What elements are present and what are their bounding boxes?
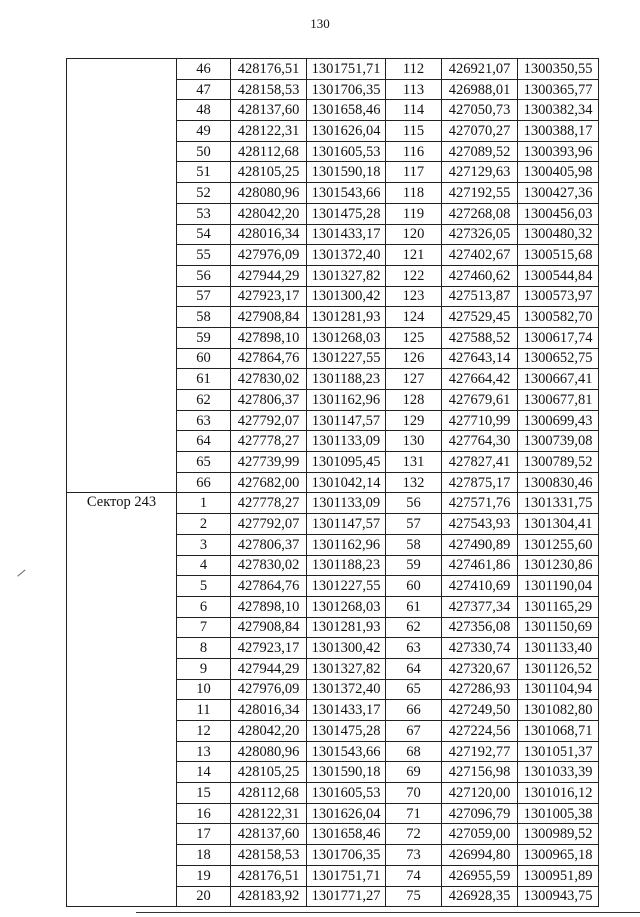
y-coordinate: 1301543,66: [307, 741, 386, 762]
x-coordinate: 427643,14: [442, 348, 518, 369]
sector-cell: Сектор 243: [67, 493, 177, 907]
x-coordinate: 427461,86: [442, 555, 518, 576]
point-number: 69: [386, 762, 442, 783]
x-coordinate: 427908,84: [231, 307, 307, 328]
x-coordinate: 427377,34: [442, 596, 518, 617]
y-coordinate: 1301433,17: [307, 224, 386, 245]
x-coordinate: 427864,76: [231, 576, 307, 597]
y-coordinate: 1301300,42: [307, 638, 386, 659]
point-number: 114: [386, 100, 442, 121]
point-number: 51: [177, 162, 231, 183]
y-coordinate: 1300652,75: [518, 348, 599, 369]
point-number: 73: [386, 845, 442, 866]
y-coordinate: 1301626,04: [307, 121, 386, 142]
y-coordinate: 1301433,17: [307, 700, 386, 721]
point-number: 5: [177, 576, 231, 597]
point-number: 72: [386, 824, 442, 845]
point-number: 66: [177, 472, 231, 493]
x-coordinate: 427224,56: [442, 721, 518, 742]
y-coordinate: 1301771,27: [307, 886, 386, 907]
x-coordinate: 427129,63: [442, 162, 518, 183]
x-coordinate: 427120,00: [442, 783, 518, 804]
point-number: 74: [386, 865, 442, 886]
x-coordinate: 427778,27: [231, 493, 307, 514]
x-coordinate: 427792,07: [231, 410, 307, 431]
point-number: 122: [386, 265, 442, 286]
y-coordinate: 1301227,55: [307, 576, 386, 597]
x-coordinate: 427096,79: [442, 803, 518, 824]
x-coordinate: 427192,55: [442, 183, 518, 204]
y-coordinate: 1301016,12: [518, 783, 599, 804]
y-coordinate: 1301281,93: [307, 307, 386, 328]
point-number: 13: [177, 741, 231, 762]
point-number: 17: [177, 824, 231, 845]
point-number: 112: [386, 59, 442, 80]
y-coordinate: 1301268,03: [307, 327, 386, 348]
y-coordinate: 1301372,40: [307, 245, 386, 266]
x-coordinate: 427944,29: [231, 265, 307, 286]
x-coordinate: 427710,99: [442, 410, 518, 431]
y-coordinate: 1301605,53: [307, 783, 386, 804]
y-coordinate: 1300989,52: [518, 824, 599, 845]
point-number: 48: [177, 100, 231, 121]
x-coordinate: 427908,84: [231, 617, 307, 638]
point-number: 59: [177, 327, 231, 348]
y-coordinate: 1300739,08: [518, 431, 599, 452]
y-coordinate: 1301255,60: [518, 534, 599, 555]
y-coordinate: 1301327,82: [307, 658, 386, 679]
y-coordinate: 1301475,28: [307, 203, 386, 224]
x-coordinate: 427830,02: [231, 369, 307, 390]
point-number: 131: [386, 452, 442, 473]
x-coordinate: 427286,93: [442, 679, 518, 700]
point-number: 64: [177, 431, 231, 452]
point-number: 127: [386, 369, 442, 390]
y-coordinate: 1301188,23: [307, 369, 386, 390]
point-number: 66: [386, 700, 442, 721]
x-coordinate: 426988,01: [442, 79, 518, 100]
y-coordinate: 1301605,53: [307, 141, 386, 162]
x-coordinate: 427050,73: [442, 100, 518, 121]
x-coordinate: 427778,27: [231, 431, 307, 452]
y-coordinate: 1300388,17: [518, 121, 599, 142]
x-coordinate: 427664,42: [442, 369, 518, 390]
y-coordinate: 1301051,37: [518, 741, 599, 762]
x-coordinate: 428016,34: [231, 224, 307, 245]
x-coordinate: 427571,76: [442, 493, 518, 514]
point-number: 113: [386, 79, 442, 100]
y-coordinate: 1301304,41: [518, 514, 599, 535]
x-coordinate: 427356,08: [442, 617, 518, 638]
point-number: 58: [177, 307, 231, 328]
point-number: 63: [177, 410, 231, 431]
point-number: 56: [177, 265, 231, 286]
y-coordinate: 1301751,71: [307, 59, 386, 80]
y-coordinate: 1301331,75: [518, 493, 599, 514]
x-coordinate: 428080,96: [231, 183, 307, 204]
x-coordinate: 427268,08: [442, 203, 518, 224]
x-coordinate: 428183,92: [231, 886, 307, 907]
point-number: 65: [177, 452, 231, 473]
y-coordinate: 1301268,03: [307, 596, 386, 617]
y-coordinate: 1301658,46: [307, 100, 386, 121]
point-number: 11: [177, 700, 231, 721]
x-coordinate: 427898,10: [231, 327, 307, 348]
x-coordinate: 428105,25: [231, 762, 307, 783]
y-coordinate: 1300951,89: [518, 865, 599, 886]
x-coordinate: 428080,96: [231, 741, 307, 762]
point-number: 121: [386, 245, 442, 266]
point-number: 19: [177, 865, 231, 886]
point-number: 50: [177, 141, 231, 162]
point-number: 12: [177, 721, 231, 742]
y-coordinate: 1300965,18: [518, 845, 599, 866]
x-coordinate: 426955,59: [442, 865, 518, 886]
x-coordinate: 427320,67: [442, 658, 518, 679]
point-number: 46: [177, 59, 231, 80]
y-coordinate: 1301126,52: [518, 658, 599, 679]
y-coordinate: 1300350,55: [518, 59, 599, 80]
point-number: 16: [177, 803, 231, 824]
point-number: 115: [386, 121, 442, 142]
coordinates-table: [66, 58, 599, 907]
y-coordinate: 1300699,43: [518, 410, 599, 431]
y-coordinate: 1301658,46: [307, 824, 386, 845]
y-coordinate: 1300456,03: [518, 203, 599, 224]
x-coordinate: 427089,52: [442, 141, 518, 162]
point-number: 20: [177, 886, 231, 907]
x-coordinate: 427806,37: [231, 534, 307, 555]
point-number: 59: [386, 555, 442, 576]
y-coordinate: 1301475,28: [307, 721, 386, 742]
y-coordinate: 1300582,70: [518, 307, 599, 328]
y-coordinate: 1301300,42: [307, 286, 386, 307]
y-coordinate: 1300943,75: [518, 886, 599, 907]
point-number: 119: [386, 203, 442, 224]
y-coordinate: 1301162,96: [307, 390, 386, 411]
x-coordinate: 427156,98: [442, 762, 518, 783]
x-coordinate: 428016,34: [231, 700, 307, 721]
point-number: 56: [386, 493, 442, 514]
y-coordinate: 1301190,04: [518, 576, 599, 597]
y-coordinate: 1301165,29: [518, 596, 599, 617]
point-number: 67: [386, 721, 442, 742]
page-number: 130: [310, 16, 330, 31]
x-coordinate: 428158,53: [231, 79, 307, 100]
point-number: 61: [177, 369, 231, 390]
point-number: 63: [386, 638, 442, 659]
table-row: [67, 493, 599, 514]
y-coordinate: 1301626,04: [307, 803, 386, 824]
point-number: 10: [177, 679, 231, 700]
y-coordinate: 1300515,68: [518, 245, 599, 266]
y-coordinate: 1301147,57: [307, 514, 386, 535]
x-coordinate: 427460,62: [442, 265, 518, 286]
x-coordinate: 427682,00: [231, 472, 307, 493]
x-coordinate: 427192,77: [442, 741, 518, 762]
x-coordinate: 427806,37: [231, 390, 307, 411]
x-coordinate: 428176,51: [231, 865, 307, 886]
y-coordinate: 1301327,82: [307, 265, 386, 286]
x-coordinate: 427864,76: [231, 348, 307, 369]
x-coordinate: 428176,51: [231, 59, 307, 80]
point-number: 64: [386, 658, 442, 679]
y-coordinate: 1300789,52: [518, 452, 599, 473]
x-coordinate: 426994,80: [442, 845, 518, 866]
y-coordinate: 1300427,36: [518, 183, 599, 204]
x-coordinate: 427059,00: [442, 824, 518, 845]
y-coordinate: 1300573,97: [518, 286, 599, 307]
point-number: 125: [386, 327, 442, 348]
point-number: 128: [386, 390, 442, 411]
x-coordinate: 428122,31: [231, 803, 307, 824]
point-number: 9: [177, 658, 231, 679]
point-number: 130: [386, 431, 442, 452]
x-coordinate: 427830,02: [231, 555, 307, 576]
x-coordinate: 427739,99: [231, 452, 307, 473]
x-coordinate: 427402,67: [442, 245, 518, 266]
point-number: 1: [177, 493, 231, 514]
x-coordinate: 427898,10: [231, 596, 307, 617]
y-coordinate: 1301590,18: [307, 762, 386, 783]
y-coordinate: 1300405,98: [518, 162, 599, 183]
x-coordinate: 427490,89: [442, 534, 518, 555]
y-coordinate: 1300617,74: [518, 327, 599, 348]
x-coordinate: 427679,61: [442, 390, 518, 411]
y-coordinate: 1301005,38: [518, 803, 599, 824]
x-coordinate: 427976,09: [231, 245, 307, 266]
y-coordinate: 1301133,09: [307, 493, 386, 514]
x-coordinate: 427764,30: [442, 431, 518, 452]
y-coordinate: 1301147,57: [307, 410, 386, 431]
x-coordinate: 427976,09: [231, 679, 307, 700]
point-number: 117: [386, 162, 442, 183]
point-number: 124: [386, 307, 442, 328]
y-coordinate: 1301188,23: [307, 555, 386, 576]
point-number: 60: [386, 576, 442, 597]
x-coordinate: 427792,07: [231, 514, 307, 535]
x-coordinate: 427588,52: [442, 327, 518, 348]
y-coordinate: 1301281,93: [307, 617, 386, 638]
y-coordinate: 1301095,45: [307, 452, 386, 473]
point-number: 62: [386, 617, 442, 638]
x-coordinate: 427827,41: [442, 452, 518, 473]
x-coordinate: 427326,05: [442, 224, 518, 245]
y-coordinate: 1301033,39: [518, 762, 599, 783]
point-number: 7: [177, 617, 231, 638]
point-number: 123: [386, 286, 442, 307]
x-coordinate: 428137,60: [231, 100, 307, 121]
x-coordinate: 426928,35: [442, 886, 518, 907]
point-number: 4: [177, 555, 231, 576]
point-number: 8: [177, 638, 231, 659]
point-number: 18: [177, 845, 231, 866]
y-coordinate: 1301042,14: [307, 472, 386, 493]
x-coordinate: 427410,69: [442, 576, 518, 597]
point-number: 57: [386, 514, 442, 535]
point-number: 129: [386, 410, 442, 431]
y-coordinate: 1300365,77: [518, 79, 599, 100]
point-number: 6: [177, 596, 231, 617]
point-number: 49: [177, 121, 231, 142]
point-number: 71: [386, 803, 442, 824]
x-coordinate: 428158,53: [231, 845, 307, 866]
point-number: 75: [386, 886, 442, 907]
x-coordinate: 428122,31: [231, 121, 307, 142]
y-coordinate: 1301133,40: [518, 638, 599, 659]
point-number: 54: [177, 224, 231, 245]
point-number: 132: [386, 472, 442, 493]
x-coordinate: 427944,29: [231, 658, 307, 679]
x-coordinate: 427249,50: [442, 700, 518, 721]
table-row: [67, 59, 599, 80]
y-coordinate: 1300393,96: [518, 141, 599, 162]
point-number: 62: [177, 390, 231, 411]
point-number: 116: [386, 141, 442, 162]
point-number: 55: [177, 245, 231, 266]
y-coordinate: 1301133,09: [307, 431, 386, 452]
point-number: 70: [386, 783, 442, 804]
point-number: 57: [177, 286, 231, 307]
y-coordinate: 1301162,96: [307, 534, 386, 555]
x-coordinate: 426921,07: [442, 59, 518, 80]
point-number: 126: [386, 348, 442, 369]
x-coordinate: 427923,17: [231, 286, 307, 307]
point-number: 118: [386, 183, 442, 204]
y-coordinate: 1301068,71: [518, 721, 599, 742]
point-number: 15: [177, 783, 231, 804]
point-number: 120: [386, 224, 442, 245]
point-number: 14: [177, 762, 231, 783]
y-coordinate: 1301227,55: [307, 348, 386, 369]
point-number: 3: [177, 534, 231, 555]
x-coordinate: 427543,93: [442, 514, 518, 535]
x-coordinate: 427330,74: [442, 638, 518, 659]
point-number: 2: [177, 514, 231, 535]
y-coordinate: 1301150,69: [518, 617, 599, 638]
y-coordinate: 1300382,34: [518, 100, 599, 121]
x-coordinate: 427513,87: [442, 286, 518, 307]
y-coordinate: 1301082,80: [518, 700, 599, 721]
y-coordinate: 1300544,84: [518, 265, 599, 286]
x-coordinate: 428112,68: [231, 141, 307, 162]
point-number: 65: [386, 679, 442, 700]
sector-cell: [67, 59, 177, 493]
x-coordinate: 428042,20: [231, 203, 307, 224]
point-number: 52: [177, 183, 231, 204]
y-coordinate: 1301751,71: [307, 865, 386, 886]
y-coordinate: 1301372,40: [307, 679, 386, 700]
y-coordinate: 1301104,94: [518, 679, 599, 700]
x-coordinate: 427070,27: [442, 121, 518, 142]
x-coordinate: 428042,20: [231, 721, 307, 742]
page-bottom-rule: [136, 912, 640, 913]
x-coordinate: 427923,17: [231, 638, 307, 659]
point-number: 58: [386, 534, 442, 555]
y-coordinate: 1300677,81: [518, 390, 599, 411]
x-coordinate: 428112,68: [231, 783, 307, 804]
y-coordinate: 1301706,35: [307, 79, 386, 100]
y-coordinate: 1300667,41: [518, 369, 599, 390]
x-coordinate: 428137,60: [231, 824, 307, 845]
x-coordinate: 427875,17: [442, 472, 518, 493]
point-number: 47: [177, 79, 231, 100]
x-coordinate: 427529,45: [442, 307, 518, 328]
point-number: 60: [177, 348, 231, 369]
y-coordinate: 1301590,18: [307, 162, 386, 183]
y-coordinate: 1301706,35: [307, 845, 386, 866]
y-coordinate: 1300480,32: [518, 224, 599, 245]
x-coordinate: 428105,25: [231, 162, 307, 183]
point-number: 61: [386, 596, 442, 617]
point-number: 68: [386, 741, 442, 762]
scan-artifact: [17, 569, 29, 580]
y-coordinate: 1300830,46: [518, 472, 599, 493]
y-coordinate: 1301230,86: [518, 555, 599, 576]
point-number: 53: [177, 203, 231, 224]
y-coordinate: 1301543,66: [307, 183, 386, 204]
